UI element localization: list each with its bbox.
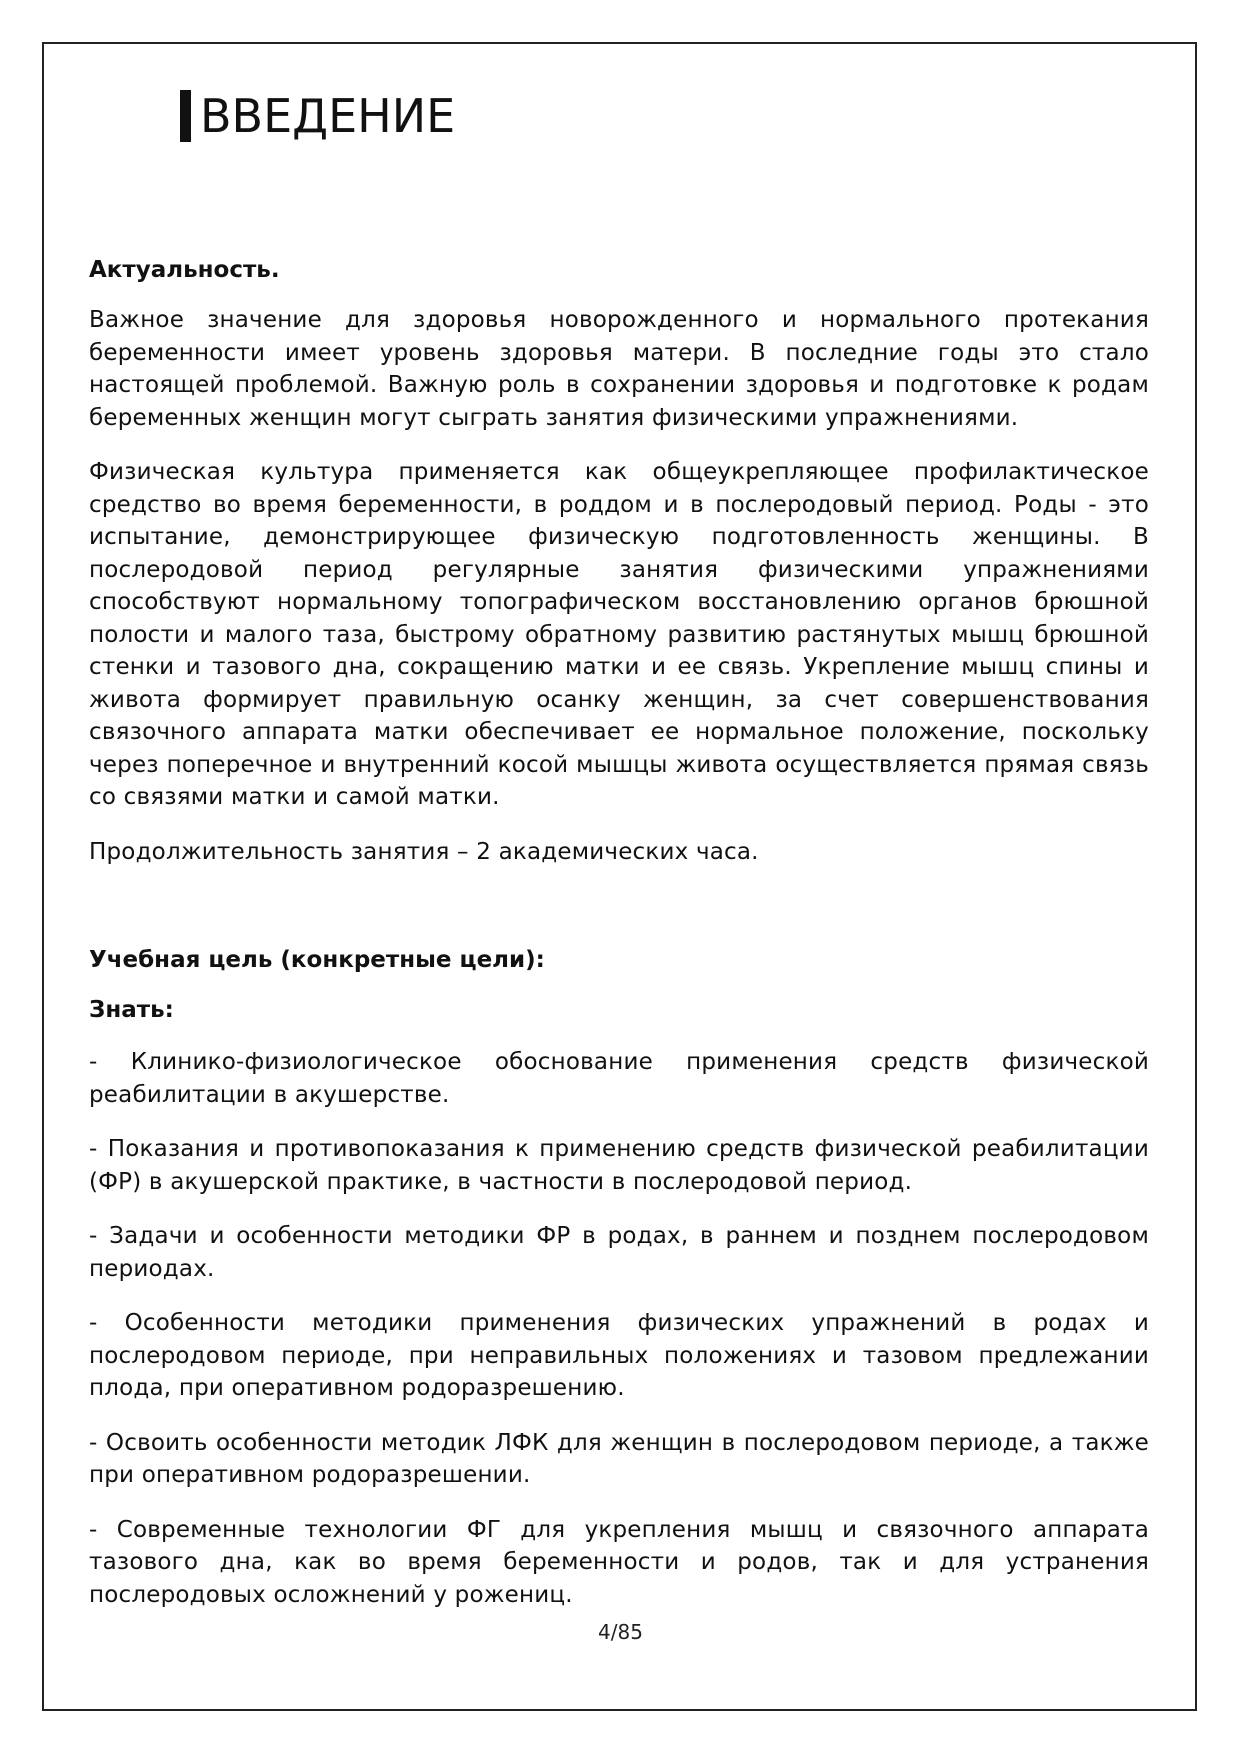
goal-item: - Клинико-физиологическое обоснование применения средств физической реабилитации в акушерстве. (89, 1049, 1149, 1108)
goal-item: - Особенности методики применения физических упражнений в родах и послеродовом периоде, при неправильных положениях и тазовом предлежании плода, при оперативном родоразрешению. (89, 1310, 1149, 1401)
goal-item: - Современные технологии ФГ для укрепления мышц и связочного аппарата тазового дна, как во время беременности и родов, так и для устранения послеродовых осложнений у рожениц. (89, 1516, 1149, 1608)
goals-title: Учебная цель (конкретные цели): (89, 947, 545, 973)
section-heading (180, 88, 455, 144)
page-number: 4/85 (598, 1620, 643, 1644)
goal-item: - Освоить особенности методик ЛФК для женщин в послеродовом периоде, а также при оперативном родоразрешении. (89, 1429, 1149, 1488)
relevance-title: Актуальность. (89, 257, 280, 283)
relevance-paragraph-2: Физическая культура применяется как общеукрепляющее профилактическое средство во время беременности, в роддом и в послеродовый период. Роды - это испытание, демонстрирующее физическую подготовленность женщины. В послеродовой период регулярные занятия физическими упражнениями способствуют нормальному топографическом восстановлению органов брюшной полости и малого таза, быстрому обратному развитию растянутых мышц брюшной стенки и тазового дна, сокращению матки и ее связь. Укрепление мышц спины и живота формирует правильную осанку женщин, за счет совершенствования связочного аппарата матки обеспечивает ее нормальное положение, поскольку через поперечное и внутренний косой мышцы живота осуществляется прямая связь со связями матки и самой матки. (89, 459, 1149, 810)
relevance-paragraph-1: Важное значение для здоровья новорожденного и нормального протекания беременности имеет уровень здоровья матери. В последние годы это стало настоящей проблемой. Важную роль в сохранении здоровья и подготовке к родам беременных женщин могут сыграть занятия физическими упражнениями. (89, 307, 1149, 431)
goal-item: - Показания и противопоказания к применению средств физической реабилитации (ФР) в акушерской практике, в частности в послеродовой период. (89, 1136, 1149, 1195)
page-title: ВВЕДЕНИЕ (200, 89, 456, 143)
goal-item: - Задачи и особенности методики ФР в родах, в раннем и позднем послеродовом периодах. (89, 1223, 1149, 1282)
document-body (89, 254, 1149, 1611)
heading-bar (180, 90, 191, 142)
relevance-paragraph-3: Продолжительность занятия – 2 академических часа. (89, 838, 759, 865)
know-label: Знать: (89, 997, 174, 1023)
